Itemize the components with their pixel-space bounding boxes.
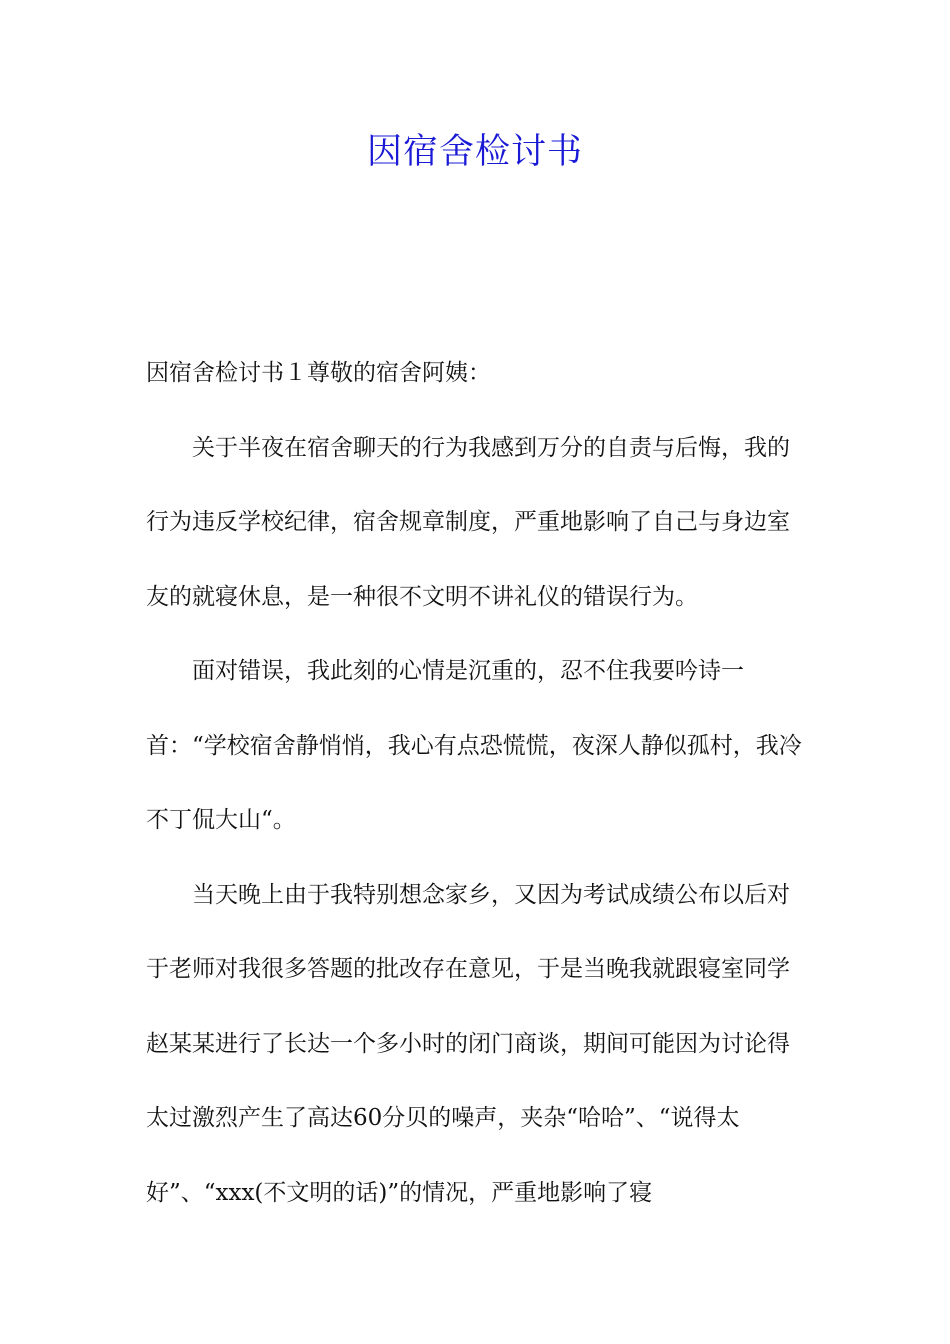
document-title: 因宿舍检讨书 [366, 132, 583, 172]
paragraph-1: 关于半夜在宿舍聊天的行为我感到万分的自责与后悔，我的行为违反学校纪律，宿舍规章制度，严重地影响了自己与身边室友的就寝休息，是一种很不文明不讲礼仪的错误行为。 [146, 434, 790, 610]
paragraph-2: 面对错误，我此刻的心情是沉重的，忍不住我要吟诗一首：“学校宿舍静悄悄，我心有点恐慌慌，夜深人静似孤村，我冷不丁侃大山“。 [146, 658, 802, 833]
paragraph-3: 当天晚上由于我特别想念家乡，又因为考试成绩公布以后对于老师对我很多答题的批改存在意见，于是当晚我就跟寝室同学赵某某进行了长达一个多小时的闭门商谈，期间可能因为讨论得太过激烈产生了高达60分贝的噪声，夹杂“哈哈”、“说得太好”、“xxx(不文明的话)”的情况，严重地影响了寝 [146, 881, 790, 1206]
salutation: 因宿舍检讨书１尊敬的宿舍阿姨： [146, 360, 491, 386]
document-body [146, 336, 808, 1230]
